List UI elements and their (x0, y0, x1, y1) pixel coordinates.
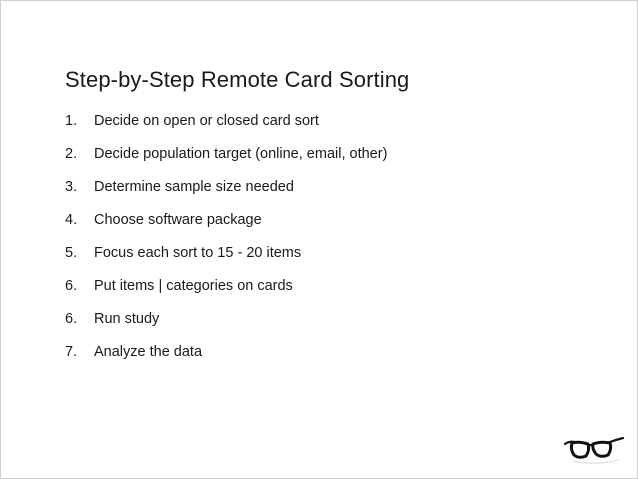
list-item (65, 212, 387, 245)
list-item (65, 278, 387, 311)
step-number: 6. (65, 278, 78, 294)
step-number: 1. (65, 113, 78, 129)
slide-title: Step-by-Step Remote Card Sorting (65, 67, 410, 92)
step-text: Analyze the data (94, 344, 203, 360)
step-number: 4. (65, 212, 78, 228)
list-item (65, 179, 387, 212)
step-number: 7. (65, 344, 78, 360)
step-number: 6. (65, 311, 78, 327)
step-text: Determine sample size needed (94, 179, 294, 195)
step-text: Run study (94, 311, 160, 327)
list-item (65, 146, 387, 179)
step-text: Choose software package (94, 212, 262, 228)
list-item (65, 344, 387, 377)
step-number: 5. (65, 245, 78, 261)
list-item (65, 245, 387, 278)
steps-list (65, 113, 387, 377)
step-text: Focus each sort to 15 - 20 items (94, 245, 302, 261)
list-item (65, 113, 387, 146)
step-text: Decide on open or closed card sort (94, 113, 319, 129)
list-item (65, 311, 387, 344)
glasses-icon (563, 437, 625, 467)
step-text: Decide population target (online, email, other) (94, 146, 388, 162)
step-number: 2. (65, 146, 78, 162)
step-text: Put items | categories on cards (94, 278, 293, 294)
step-number: 3. (65, 179, 78, 195)
